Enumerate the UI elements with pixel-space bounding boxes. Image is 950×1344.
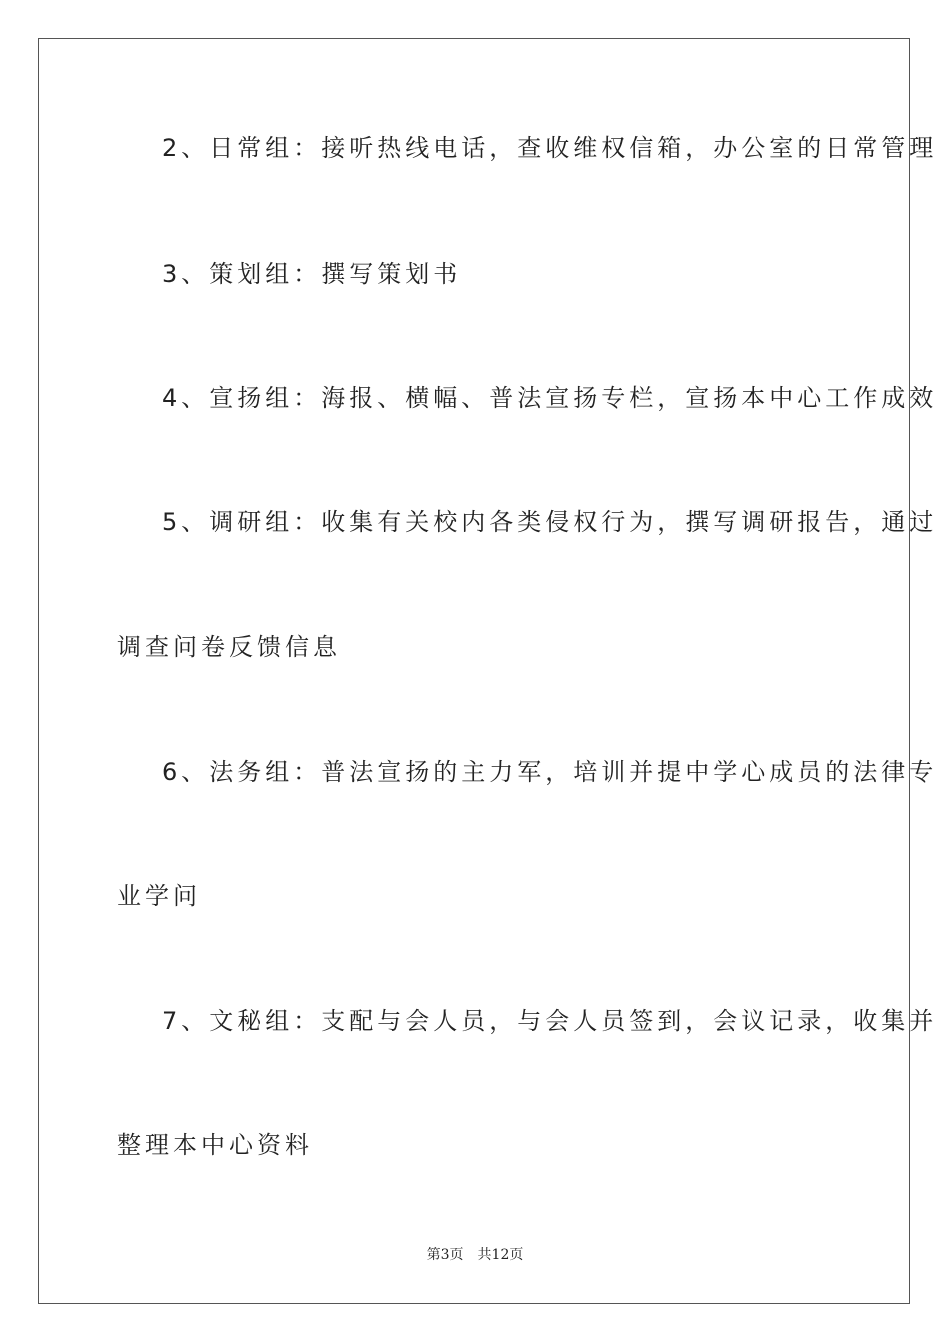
paragraph-secretary-group-continued: 整理本中心资料 bbox=[117, 1131, 313, 1159]
paragraph-secretary-group: 7、文秘组：支配与会人员，与会人员签到，会议记录，收集并 bbox=[162, 1007, 938, 1035]
paragraph-research-group: 5、调研组：收集有关校内各类侵权行为，撰写调研报告，通过 bbox=[162, 508, 938, 536]
paragraph-publicity-group: 4、宣扬组：海报、横幅、普法宣扬专栏，宣扬本中心工作成效 bbox=[162, 384, 938, 412]
paragraph-daily-group: 2、日常组：接听热线电话，查收维权信箱，办公室的日常管理 bbox=[162, 134, 938, 162]
total-pages: 共12页 bbox=[477, 1247, 524, 1263]
paragraph-research-group-continued: 调查问卷反馈信息 bbox=[117, 633, 341, 661]
paragraph-planning-group: 3、策划组：撰写策划书 bbox=[162, 260, 462, 288]
page-number: 第3页 bbox=[426, 1247, 464, 1263]
page-footer bbox=[0, 1246, 950, 1264]
paragraph-legal-group: 6、法务组：普法宣扬的主力军，培训并提中学心成员的法律专 bbox=[162, 758, 938, 786]
paragraph-legal-group-continued: 业学问 bbox=[117, 882, 201, 910]
page-border bbox=[38, 38, 910, 1304]
